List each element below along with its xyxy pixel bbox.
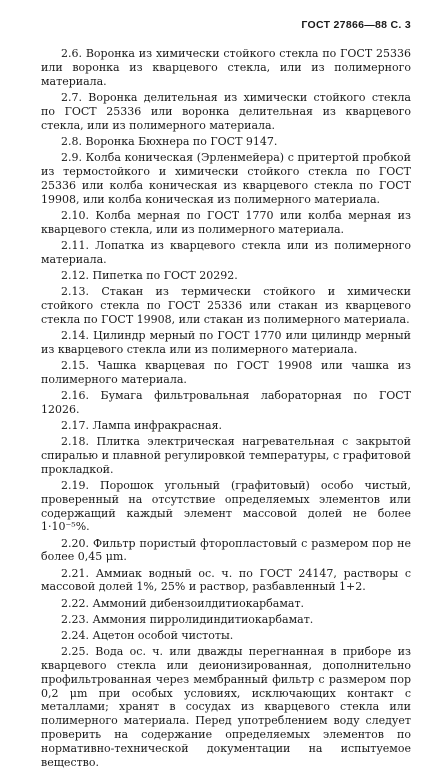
paragraph-2-17: 2.17. Лампа инфракрасная. [61, 418, 222, 432]
paragraph-2-20: 2.20. Фильтр пористый фторопластовый с размером пор не более 0,45 μm. [41, 536, 411, 564]
paragraph-2-19: 2.19. Порошок угольный (графитовый) особо чистый, проверенный на отсутствие определяемых элементов или содержащий каждый элемент массовой долей не более 1·10⁻⁵%. [41, 478, 411, 534]
paragraph-2-21: 2.21. Аммиак водный ос. ч. по ГОСТ 24147, растворы с массовой долей 1%, 25% и раствор, разбавленный 1+2. [41, 566, 411, 594]
paragraph-2-12: 2.12. Пипетка по ГОСТ 20292. [61, 268, 238, 282]
paragraph-2-23: 2.23. Аммония пирролидиндитиокарбамат. [61, 612, 314, 626]
paragraph-2-8: 2.8. Воронка Бюхнера по ГОСТ 9147. [61, 134, 278, 148]
paragraph-2-7: 2.7. Воронка делительная из химически стойкого стекла по ГОСТ 25336 или воронка делительная из кварцевого стекла, или из полимерного материала. [41, 90, 411, 132]
paragraph-2-10: 2.10. Колба мерная по ГОСТ 1770 или колба мерная из кварцевого стекла, или из полимерного материала. [41, 208, 411, 236]
paragraph-2-15: 2.15. Чашка кварцевая по ГОСТ 19908 или чашка из полимерного материала. [41, 358, 411, 386]
page-header: ГОСТ 27866—88 С. 3 [301, 19, 411, 31]
paragraph-2-18: 2.18. Плитка электрическая нагревательная с закрытой спиралью и плавной регулировкой температуры, с графитовой прокладкой. [41, 434, 411, 476]
paragraph-2-25: 2.25. Вода ос. ч. или дважды перегнанная в приборе из кварцевого стекла или деионизированная, дополнительно профильтрованная через мембранный фильтр с размером пор 0,2 μm при особых условиях, исключающих контакт с металлами; хранят в сосудах из кварцевого стекла или полимерного материала. Перед употреблением воду следует проверить на содержание определяемых элементов по нормативно-технической документации на испытуемое вещество. [41, 644, 411, 770]
paragraph-2-24: 2.24. Ацетон особой чистоты. [61, 628, 234, 642]
paragraph-2-14: 2.14. Цилиндр мерный по ГОСТ 1770 или цилиндр мерный из кварцевого стекла или из полимерного материала. [41, 328, 411, 356]
paragraph-2-9: 2.9. Колба коническая (Эрленмейера) с притертой пробкой из термостойкого и химически стойкого стекла по ГОСТ 25336 или колба коническая из кварцевого стекла по ГОСТ 19908, или колба коническая из полимерного материала. [41, 150, 411, 206]
paragraph-2-22: 2.22. Аммоний дибензоилдитиокарбамат. [61, 596, 305, 610]
document-body [41, 47, 411, 772]
paragraph-2-6: 2.6. Воронка из химически стойкого стекла по ГОСТ 25336 или воронка из кварцевого стекла, или из полимерного материала. [41, 47, 411, 88]
paragraph-2-13: 2.13. Стакан из термически стойкого и химически стойкого стекла по ГОСТ 25336 или стакан из кварцевого стекла по ГОСТ 19908, или стакан из полимерного материала. [41, 284, 411, 326]
paragraph-2-16: 2.16. Бумага фильтровальная лабораторная по ГОСТ 12026. [41, 388, 411, 416]
paragraph-2-11: 2.11. Лопатка из кварцевого стекла или из полимерного материала. [41, 238, 411, 266]
